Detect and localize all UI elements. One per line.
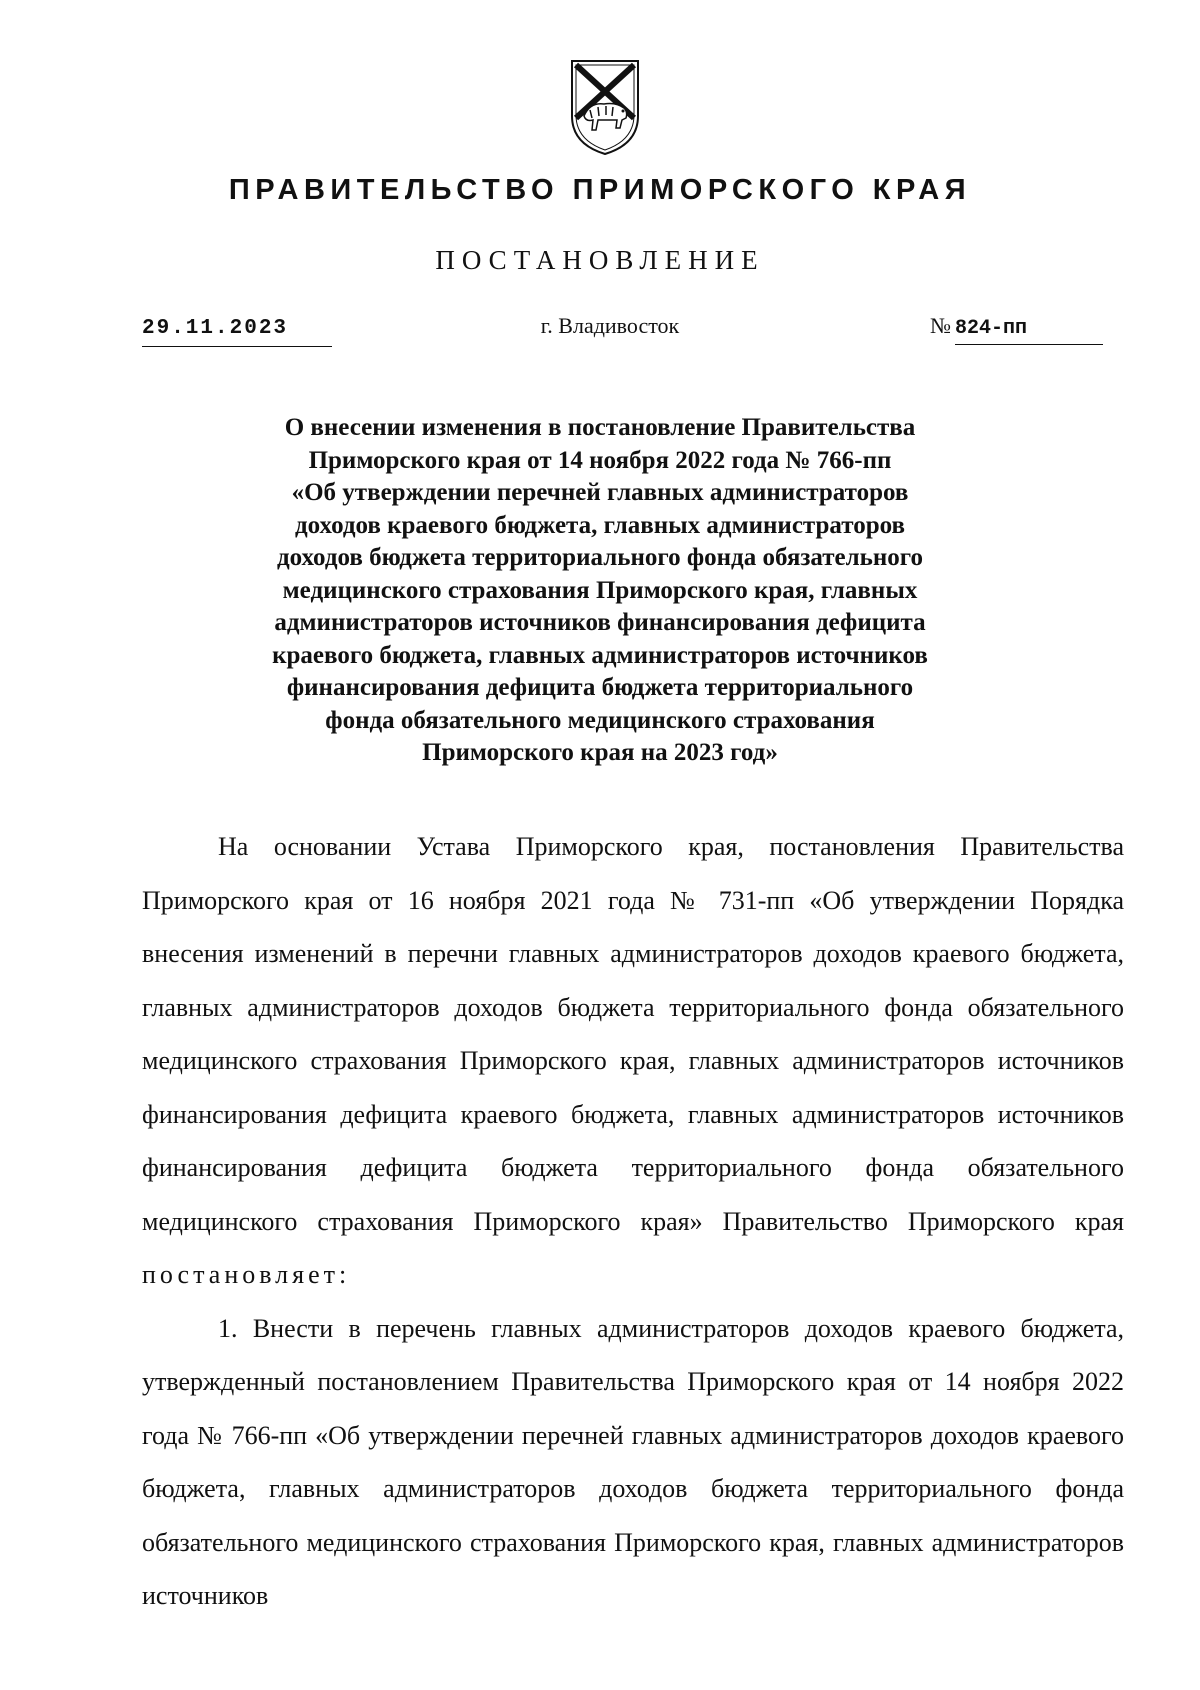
document-body	[142, 820, 1124, 1623]
title-line: финансирования дефицита бюджета территориального	[286, 674, 914, 701]
authority-name: ПРАВИТЕЛЬСТВО ПРИМОРСКОГО КРАЯ	[228, 174, 972, 206]
document-number	[930, 306, 1120, 346]
title-line: фонда обязательного медицинского страхования	[325, 706, 875, 734]
document-title	[240, 412, 960, 770]
title-line: «Об утверждении перечней главных администраторов	[291, 479, 909, 506]
title-line: доходов бюджета территориального фонда обязательного	[276, 544, 924, 571]
title-line: Приморского края на 2023 год»	[422, 739, 778, 766]
title-line: доходов краевого бюджета, главных администраторов	[295, 511, 905, 539]
title-line: администраторов источников финансирования дефицита	[274, 609, 926, 636]
title-line: краевого бюджета, главных администраторов источников	[272, 641, 928, 669]
document-type: ПОСТАНОВЛЕНИЕ	[435, 245, 765, 275]
document-city: г. Владивосток	[540, 313, 680, 338]
title-line: медицинского страхования Приморского края, главных	[282, 576, 918, 604]
number-value: 824-пп	[955, 314, 1103, 345]
item-1-paragraph: 1. Внести в перечень главных администраторов доходов краевого бюджета, утвержденный постановлением Правительства Приморского края от 14 ноября 2022 года № 766-пп «Об утверждении перечней главных администраторов доходов краевого бюджета, главных администраторов доходов бюджета территориального фонда обязательного медицинского страхования Приморского края, главных администраторов источников	[142, 1313, 1124, 1610]
number-sign: №	[930, 313, 951, 338]
preamble-paragraph	[142, 820, 1124, 1302]
document-date	[142, 306, 332, 347]
coat-of-arms-icon	[568, 58, 642, 156]
preamble-text: На основании Устава Приморского края, постановления Правительства Приморского края от 16 ноября 2021 года № 731-пп «Об утверждении Порядка внесения изменений в перечни главных администраторов доходов краевого бюджета, главных администраторов доходов бюджета территориального фонда обязательного медицинского страхования Приморского края, главных администраторов источников финансирования дефицита краевого бюджета, главных администраторов источников финансирования дефицита бюджета территориального фонда обязательного медицинского страхования Приморского края» Правительство Приморского края	[142, 832, 1124, 1236]
resolves-word: постановляет:	[142, 1260, 351, 1289]
date-value: 29.11.2023	[142, 317, 289, 340]
title-line: О внесении изменения в постановление Правительства	[284, 414, 916, 441]
title-line: Приморского края от 14 ноября 2022 года № 766-пп	[308, 446, 892, 474]
